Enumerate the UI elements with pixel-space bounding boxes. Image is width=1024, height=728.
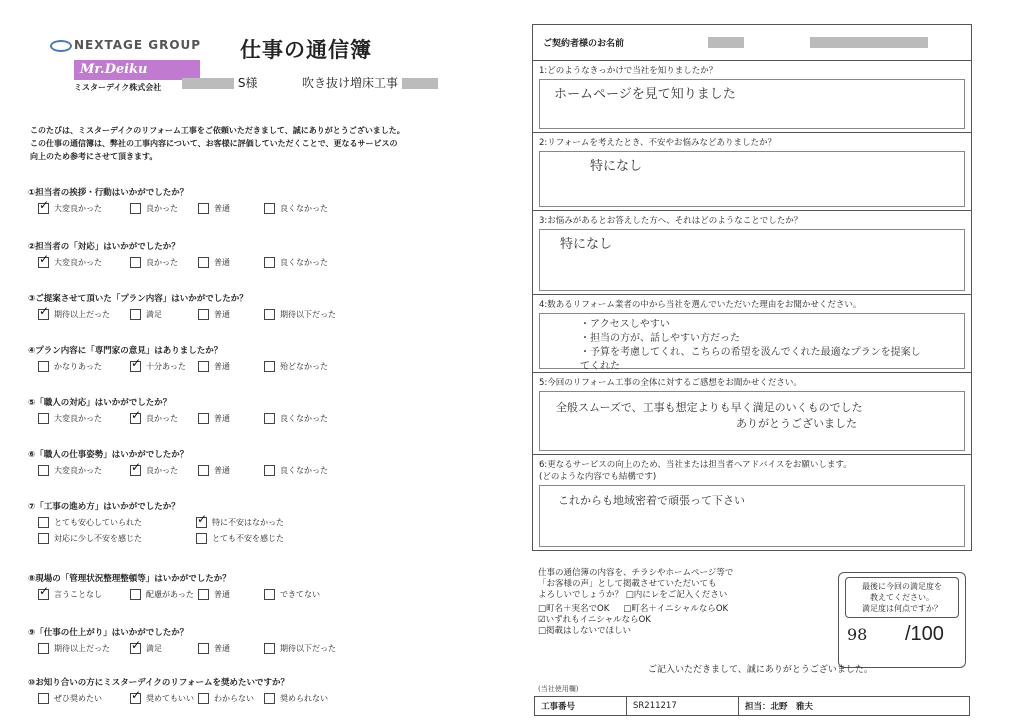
option-label: 特に不安はなかった — [212, 518, 284, 527]
question-title: ②担当者の「対応」はいかがでしたか？ — [28, 242, 180, 252]
option[interactable] — [130, 257, 178, 268]
consent-line: よろしいでしょうか？ □内にレをご記入ください — [538, 590, 728, 600]
option[interactable] — [264, 361, 328, 372]
option[interactable] — [264, 589, 320, 600]
checkbox[interactable] — [264, 309, 275, 320]
question-block — [28, 676, 468, 710]
checkbox[interactable] — [38, 693, 49, 704]
option[interactable] — [264, 257, 328, 268]
option-label: できてない — [280, 590, 320, 599]
option-label: 良かった — [146, 258, 178, 267]
option-label: 言うことなし — [54, 590, 102, 599]
checkbox[interactable] — [198, 643, 209, 654]
option-label: 普通 — [214, 644, 230, 653]
option-label: 良くなかった — [280, 466, 328, 475]
question-title: ⑤「職人の対応」はいかがでしたか？ — [28, 398, 172, 408]
customer-suffix: S様 — [237, 76, 258, 90]
question-3 — [533, 211, 971, 295]
option-label: かなりあった — [54, 362, 102, 371]
option-label: 十分あった — [146, 362, 186, 371]
checkbox[interactable] — [38, 361, 49, 372]
option-label: 普通 — [214, 310, 230, 319]
work-number: SR211217 — [627, 697, 739, 715]
checkbox-checked[interactable] — [38, 203, 49, 214]
checkbox[interactable] — [38, 643, 49, 654]
consent-options — [538, 604, 784, 637]
option-row — [28, 514, 468, 552]
question-2 — [533, 133, 971, 211]
intro-line: このたびは、ミスターデイクのリフォーム工事をご依頼いただきまして、誠にありがとうございました。 — [30, 126, 405, 135]
option-label: 普通 — [214, 258, 230, 267]
answer-4-line: ・アクセスしやすい — [580, 319, 670, 330]
satisfaction-label — [845, 577, 959, 618]
question-title: ⑦「工事の進め方」はいかがでしたか？ — [28, 502, 180, 512]
option-row — [28, 358, 468, 378]
checkbox-checked[interactable] — [38, 257, 49, 268]
survey-right-page — [532, 24, 972, 724]
consent-line: 「お客様の声」として掲載させていただいても — [538, 579, 717, 589]
checkbox[interactable] — [264, 693, 275, 704]
checkbox-checked[interactable] — [38, 309, 49, 320]
option-row — [28, 200, 468, 220]
checkbox[interactable] — [198, 203, 209, 214]
option[interactable] — [198, 361, 230, 372]
intro-line: この仕事の通信簿は、弊社の工事内容について、お客様に評価していただくことで、更なるサービスの — [30, 139, 398, 148]
brand-badge: Mr.Deiku — [74, 60, 200, 80]
contract-name-row — [533, 25, 971, 61]
name-redacted-2 — [810, 37, 928, 48]
option[interactable] — [264, 693, 328, 704]
option-row — [28, 410, 468, 430]
checkbox-checked[interactable] — [130, 413, 141, 424]
question-block — [28, 448, 468, 482]
option[interactable] — [198, 643, 230, 654]
option[interactable] — [130, 203, 178, 214]
answer-5-line: 全般スムーズで、工事も想定よりも早く満足のいくものでした — [556, 401, 863, 414]
checkbox-checked[interactable] — [196, 517, 207, 528]
answer-4-line: ・予算を考慮してくれ、こちらの希望を汲んでくれた最適なプランを提案してくれた — [580, 347, 921, 372]
work-name — [302, 74, 438, 91]
checkbox[interactable] — [198, 361, 209, 372]
answer-table — [532, 24, 972, 551]
option[interactable] — [38, 413, 102, 424]
option[interactable] — [130, 361, 186, 372]
satisfaction-label-line: 最後に今回の満足度を — [862, 582, 942, 591]
checkbox[interactable] — [198, 257, 209, 268]
option[interactable] — [38, 533, 142, 544]
checkbox[interactable] — [196, 533, 207, 544]
option-label: 配慮があった — [146, 590, 194, 599]
checkbox[interactable] — [130, 257, 141, 268]
checkbox[interactable] — [198, 465, 209, 476]
answer-3[interactable]: 特になし — [539, 229, 965, 291]
option[interactable] — [38, 257, 102, 268]
consent-option-selected[interactable]: ☑いずれもイニシャルならOK — [538, 615, 651, 625]
work-redacted — [402, 78, 438, 89]
checkbox[interactable] — [38, 533, 49, 544]
option-label: 良かった — [146, 414, 178, 423]
option[interactable] — [264, 465, 328, 476]
checkbox-checked[interactable] — [130, 643, 141, 654]
staff-name: 担当：北野 雅夫 — [745, 702, 814, 712]
checkbox[interactable] — [130, 589, 141, 600]
option-row — [28, 306, 468, 326]
option[interactable] — [198, 413, 230, 424]
option[interactable] — [38, 465, 102, 476]
satisfaction-label-line: 満足度は何点ですか？ — [862, 604, 942, 613]
option-label: 良くなかった — [280, 258, 328, 267]
option-label: 期待以上だった — [54, 644, 110, 653]
option[interactable] — [38, 309, 110, 320]
answer-5[interactable] — [539, 391, 965, 451]
option-label: 殆どなかった — [280, 362, 328, 371]
question-title: ①担当者の挨拶・行動はいかがでしたか？ — [28, 188, 189, 198]
option-label: 普通 — [214, 414, 230, 423]
consent-option[interactable]: □町名＋イニシャルならOK — [623, 604, 729, 614]
question-title: ③ご提案させて頂いた「プラン内容」はいかがでしたか？ — [28, 294, 248, 304]
customer-redacted — [182, 78, 234, 89]
internal-use-label: (当社使用欄) — [538, 685, 579, 693]
intro-text — [30, 124, 470, 163]
consent-line: 仕事の通信簿の内容を、チラシやホームページ等で — [538, 568, 734, 578]
question-block — [28, 500, 468, 552]
checkbox[interactable] — [198, 589, 209, 600]
checkbox[interactable] — [38, 413, 49, 424]
option[interactable] — [38, 517, 142, 528]
question-6-subtext: (どのような内容でも結構です) — [539, 472, 657, 482]
satisfaction-box — [838, 572, 966, 668]
option[interactable] — [264, 413, 328, 424]
option[interactable] — [130, 413, 178, 424]
checkbox-checked[interactable] — [130, 361, 141, 372]
question-block — [28, 572, 468, 606]
question-title: ④プラン内容に「専門家の意見」はありましたか？ — [28, 346, 223, 356]
satisfaction-label-line: 教えてください。 — [870, 593, 934, 602]
publish-consent — [538, 568, 784, 637]
option[interactable] — [198, 465, 230, 476]
option[interactable] — [198, 589, 230, 600]
checkbox[interactable] — [130, 309, 141, 320]
option-label: 普通 — [214, 590, 230, 599]
option-label: 奨められない — [280, 694, 328, 703]
option-row — [28, 462, 468, 482]
answer-4-line: ・担当の方が、話しやすい方だった — [580, 333, 740, 344]
checkbox[interactable] — [264, 361, 275, 372]
question-title: ⑨「仕事の仕上がり」はいかがでしたか？ — [28, 628, 189, 638]
option-label: 期待以上だった — [54, 310, 110, 319]
logo-text: NEXTAGE GROUP — [74, 38, 202, 52]
satisfaction-score[interactable]: 98 — [847, 625, 868, 644]
intro-line: 向上のため参考にさせて頂きます。 — [30, 152, 158, 161]
page-title: 仕事の通信簿 — [240, 37, 372, 62]
company-name: ミスターデイク株式会社 — [74, 83, 162, 92]
checkbox[interactable] — [264, 413, 275, 424]
option-row — [28, 640, 468, 660]
option-label: 期待以下だった — [280, 310, 336, 319]
option-label: 普通 — [214, 466, 230, 475]
option-label: 対応に少し不安を感じた — [54, 534, 142, 543]
nextage-logo — [50, 38, 201, 52]
option[interactable] — [198, 309, 230, 320]
checkbox[interactable] — [264, 203, 275, 214]
option[interactable] — [264, 643, 336, 654]
answer-4[interactable] — [539, 313, 965, 372]
option-label: とても不安を感じた — [212, 534, 284, 543]
contract-name-label: ご契約者様のお名前 — [543, 39, 625, 49]
customer-name — [182, 74, 257, 91]
checkbox[interactable] — [38, 517, 49, 528]
answer-5-line: ありがとうございました — [736, 417, 857, 430]
option-row — [28, 586, 468, 606]
question-block — [28, 186, 468, 220]
option[interactable] — [130, 643, 162, 654]
option[interactable] — [198, 203, 230, 214]
answer-1[interactable]: ホームページを見て知りました — [539, 79, 965, 129]
option-label: 良くなかった — [280, 204, 328, 213]
option[interactable] — [38, 693, 102, 704]
option-label: 普通 — [214, 204, 230, 213]
checkbox-checked[interactable] — [38, 589, 49, 600]
option[interactable] — [196, 517, 284, 528]
work-name-text: 吹き抜け増床工事 — [302, 76, 399, 90]
question-block — [28, 344, 468, 378]
question-block — [28, 626, 468, 660]
option[interactable] — [130, 589, 194, 600]
option[interactable] — [38, 361, 102, 372]
work-number-label: 工事番号 — [535, 697, 627, 715]
checkbox[interactable] — [38, 465, 49, 476]
checkbox[interactable] — [198, 309, 209, 320]
option[interactable] — [264, 309, 336, 320]
question-title: ⑩お知り合いの方にミスターデイクのリフォームを奨めたいですか？ — [28, 678, 290, 688]
question-5-text: 5:今回のリフォーム工事の全体に対するご感想をお聞かせください。 — [539, 378, 802, 388]
question-2-text: 2:リフォームを考えたとき、不安やお悩みなどありましたか？ — [539, 138, 777, 148]
question-block — [28, 292, 468, 326]
option[interactable] — [38, 589, 102, 600]
option-label: 普通 — [214, 362, 230, 371]
option[interactable] — [38, 203, 102, 214]
question-4 — [533, 295, 971, 373]
checkbox[interactable] — [264, 465, 275, 476]
option[interactable] — [198, 257, 230, 268]
option[interactable] — [38, 643, 110, 654]
option[interactable] — [264, 203, 328, 214]
question-6 — [533, 455, 971, 550]
satisfaction-max: /100 — [905, 623, 944, 645]
survey-left-page — [22, 30, 478, 722]
checkbox[interactable] — [198, 693, 209, 704]
option-label: とても安心していられた — [54, 518, 142, 527]
option-label: 良かった — [146, 204, 178, 213]
checkbox-checked[interactable] — [130, 693, 141, 704]
question-block — [28, 396, 468, 430]
question-block — [28, 240, 468, 274]
consent-option[interactable]: □掲載はしないでほしい — [538, 626, 632, 636]
answer-2[interactable]: 特になし — [539, 151, 965, 207]
checkbox[interactable] — [264, 589, 275, 600]
checkbox[interactable] — [264, 643, 275, 654]
option[interactable] — [198, 693, 254, 704]
question-title: ⑧現場の「管理状況整理整頓等」はいかがでしたか？ — [28, 574, 231, 584]
option-row — [28, 254, 468, 274]
question-1-text: 1:どのようなきっかけで当社を知りましたか？ — [539, 66, 718, 76]
option-label: 大変良かった — [54, 258, 102, 267]
option-label: 満足 — [146, 644, 162, 653]
question-3-text: 3:お悩みがあるとお答えした方へ、それはどのようなことでしたか？ — [539, 216, 803, 226]
option-row — [28, 690, 468, 710]
question-4-text: 4:数あるリフォーム業者の中から当社を選んでいただいた理由をお聞かせください。 — [539, 300, 862, 310]
option-label: わからない — [214, 694, 254, 703]
option[interactable] — [130, 693, 194, 704]
thanks-text: ご記入いただきまして、誠にありがとうございました。 — [648, 665, 873, 675]
option[interactable] — [130, 309, 162, 320]
logo-ring-icon — [50, 40, 72, 52]
question-6-text: 6:更なるサービスの向上のため、当社または担当者へアドバイスをお願いします。 — [539, 460, 852, 470]
consent-option[interactable]: □町名＋実名でOK — [538, 604, 610, 614]
checkbox-checked[interactable] — [130, 465, 141, 476]
footer-table — [534, 696, 970, 716]
option-label: ぜひ奨めたい — [54, 694, 102, 703]
option-label: 良くなかった — [280, 414, 328, 423]
option-label: 大変良かった — [54, 466, 102, 475]
checkbox[interactable] — [130, 203, 141, 214]
checkbox[interactable] — [198, 413, 209, 424]
option-label: 大変良かった — [54, 204, 102, 213]
question-1 — [533, 61, 971, 133]
option-label: 良かった — [146, 466, 178, 475]
question-5 — [533, 373, 971, 455]
option[interactable] — [130, 465, 178, 476]
checkbox[interactable] — [264, 257, 275, 268]
option[interactable] — [196, 533, 284, 544]
name-redacted — [708, 37, 744, 48]
option-label: 大変良かった — [54, 414, 102, 423]
answer-6[interactable]: これからも地域密着で頑張って下さい — [539, 485, 965, 547]
option-label: 期待以下だった — [280, 644, 336, 653]
option-label: 奨めてもいい — [146, 694, 194, 703]
option-label: 満足 — [146, 310, 162, 319]
question-title: ⑥「職人の仕事姿勢」はいかがでしたか？ — [28, 450, 189, 460]
